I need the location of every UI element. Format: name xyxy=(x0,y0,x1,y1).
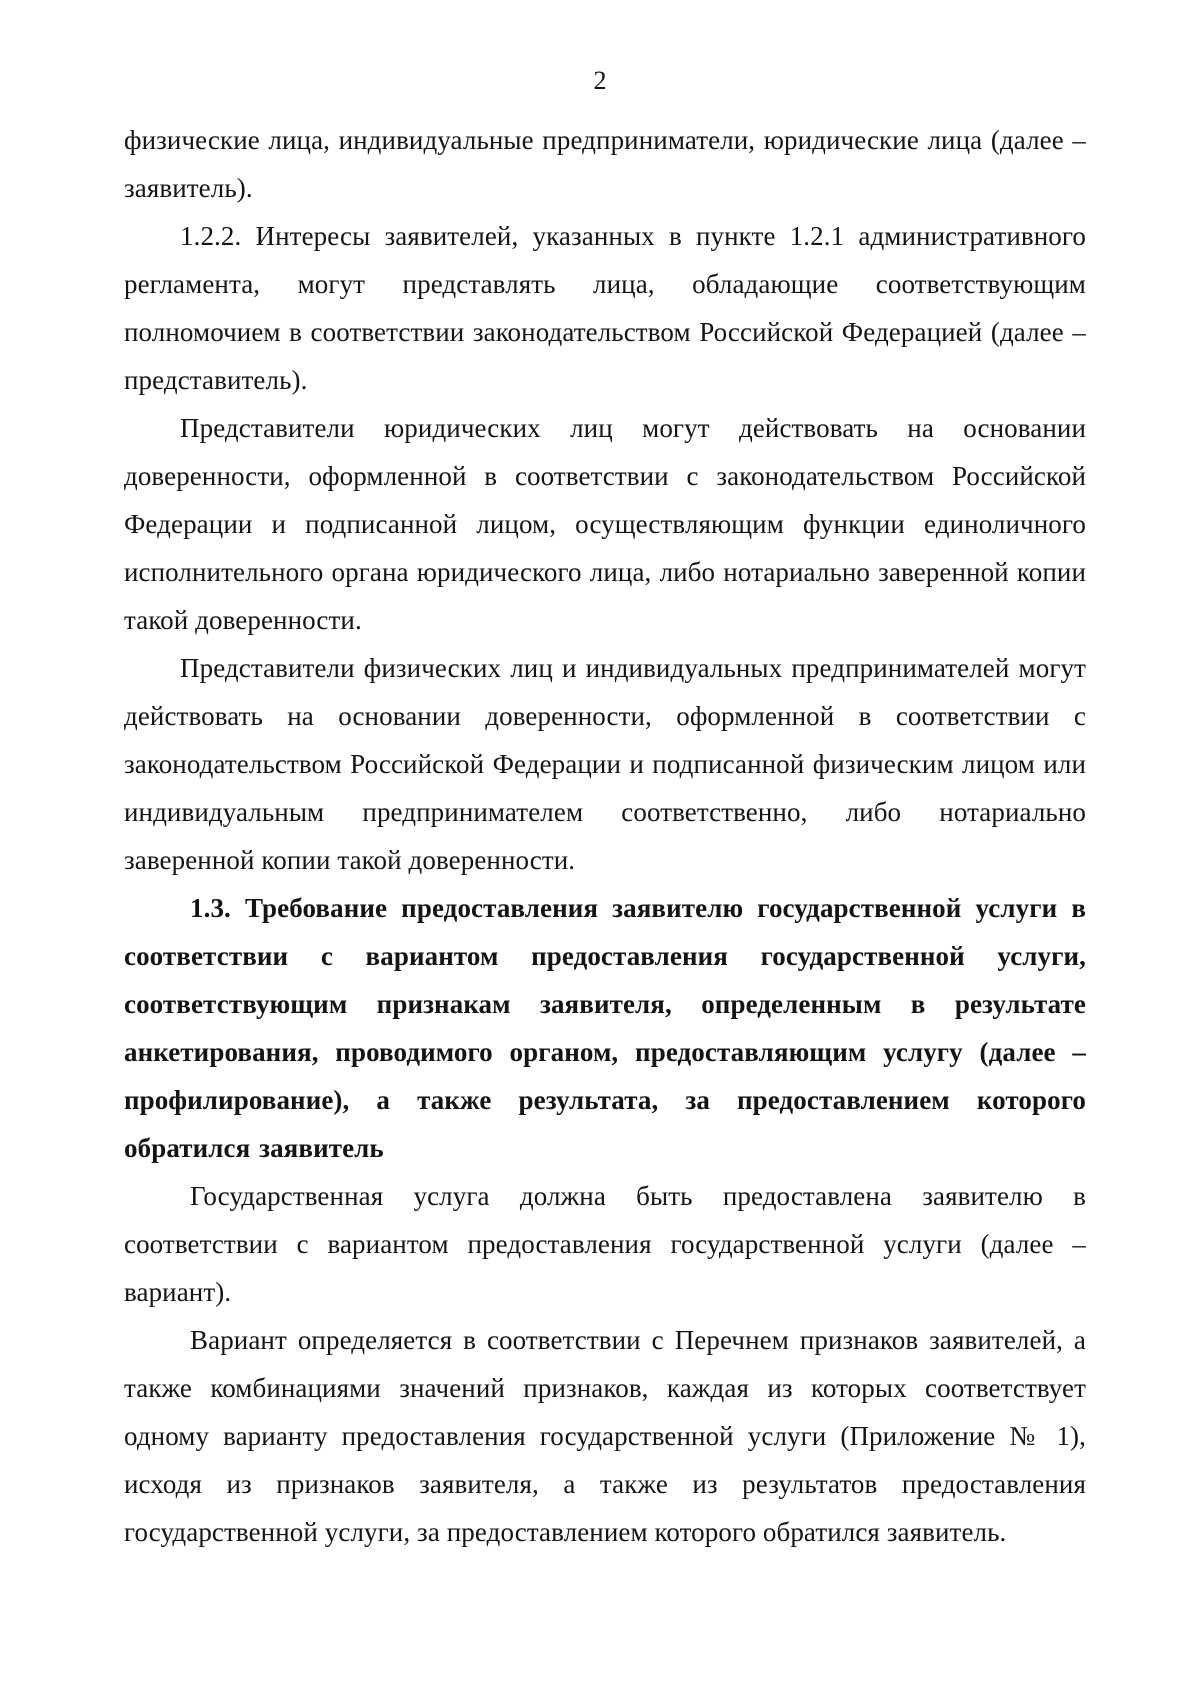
paragraph-applicants: физические лица, индивидуальные предприниматели, юридические лица (далее – заявитель). xyxy=(124,125,1086,203)
paragraph-variant-determination: Вариант определяется в соответствии с Перечнем признаков заявителей, а также комбинациями значений признаков, каждая из которых соответствует одному варианту предоставления государственной услуги (Приложение № 1), исходя из признаков заявителя, а также из результатов предоставления государственной услуги, за предоставлением которого обратился заявитель. xyxy=(124,1325,1086,1547)
paragraph-individual-representatives: Представители физических лиц и индивидуальных предпринимателей могут действовать на основании доверенности, оформленной в соответствии с законодательством Российской Федерации и подписанной физическим лицом или индивидуальным предпринимателем соответственно, либо нотариально заверенной копии такой доверенности. xyxy=(124,653,1086,875)
paragraph-1-2-2: 1.2.2. Интересы заявителей, указанных в пункте 1.2.1 административного регламента, могут представлять лица, обладающие соответствующим полномочием в соответствии законодательством Российской Федерацией (далее – представитель). xyxy=(124,221,1086,395)
paragraph-legal-entity-representatives: Представители юридических лиц могут действовать на основании доверенности, оформленной в соответствии с законодательством Российской Федерации и подписанной лицом, осуществляющим функции единоличного исполнительного органа юридического лица, либо нотариально заверенной копии такой доверенности. xyxy=(124,413,1086,635)
paragraph-service-variant: Государственная услуга должна быть предоставлена заявителю в соответствии с вариантом предоставления государственной услуги (далее – вариант). xyxy=(124,1181,1086,1307)
page-number: 2 xyxy=(593,66,607,95)
section-heading-1-3: 1.3. Требование предоставления заявителю государственной услуги в соответствии с вариантом предоставления государственной услуги, соответствующим признакам заявителя, определенным в результате анкетирования, проводимого органом, предоставляющим услугу (далее – профилирование), а также результата, за предоставлением которого обратился заявитель xyxy=(124,893,1086,1163)
document-body xyxy=(124,116,1086,1556)
